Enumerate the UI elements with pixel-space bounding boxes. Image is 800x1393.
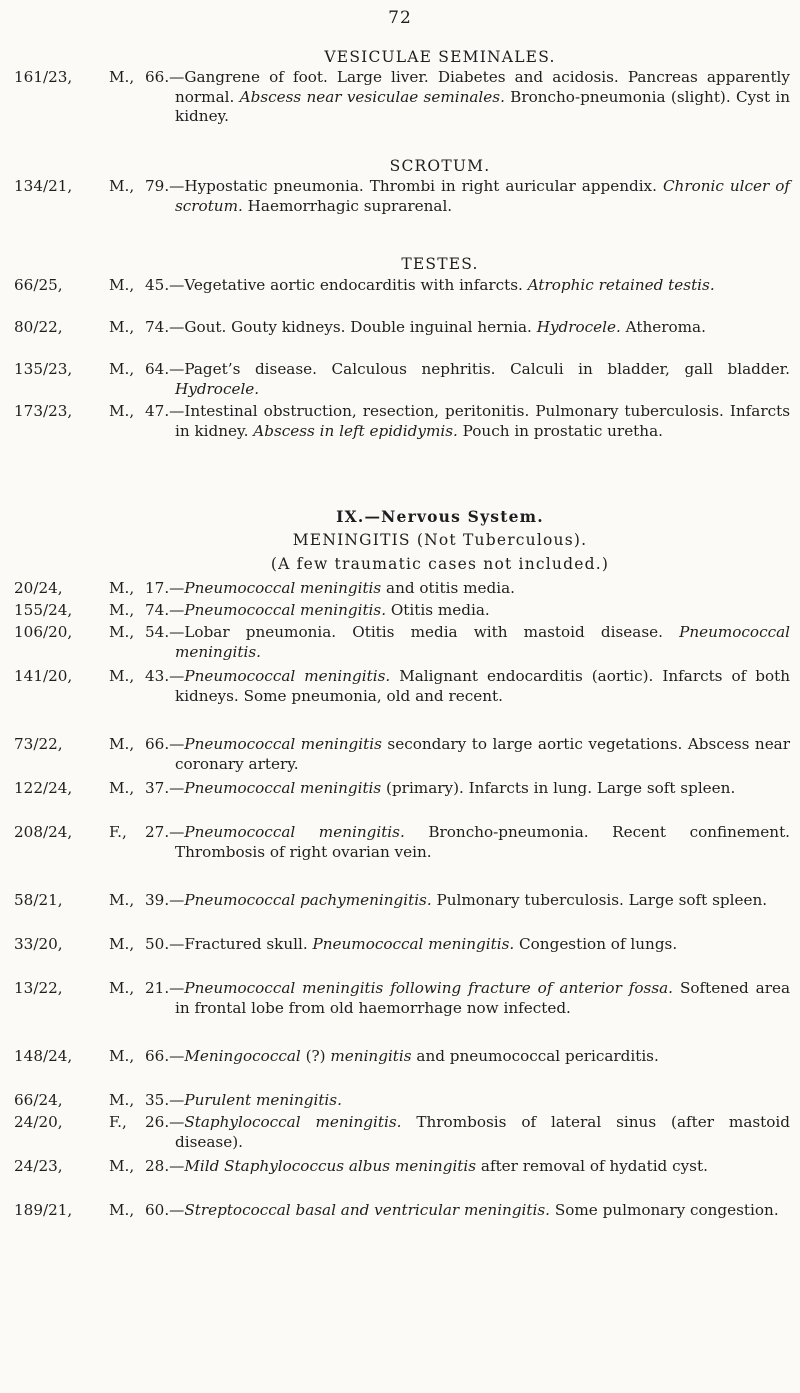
case-sex: M., — [109, 735, 135, 753]
case-reference: 173/23, — [14, 402, 73, 420]
finding-text: Atheroma. — [620, 318, 706, 336]
finding-text: Haemorrhagic suprarenal. — [242, 196, 453, 215]
finding-text: Pouch in prostatic uretha. — [457, 421, 663, 440]
case-description — [145, 177, 790, 216]
finding-text: 60.— — [145, 1201, 185, 1219]
case-reference: 58/21, — [14, 891, 63, 909]
case-entry — [14, 1113, 790, 1152]
case-sex: M., — [109, 891, 135, 909]
finding-text: 50.—Fractured skull. — [145, 935, 313, 953]
finding-text: Broncho-pneumonia. Recent confinement. Thrombosis of right ovarian vein. — [175, 823, 790, 861]
finding-text: 28.— — [145, 1157, 185, 1175]
finding-text: 66.— — [145, 1047, 185, 1065]
case-description — [145, 667, 790, 706]
case-entry — [14, 360, 790, 399]
case-entry — [14, 318, 790, 338]
finding-text: Congestion of lungs. — [514, 935, 678, 953]
finding-text: Broncho-pneumonia (slight). Cyst in kidney. — [175, 87, 790, 126]
case-description — [145, 360, 790, 399]
case-description — [145, 823, 790, 862]
case-sex: M., — [109, 779, 135, 797]
case-reference: 66/25, — [14, 276, 63, 294]
finding-text: (primary). Infarcts in lung. Large soft spleen. — [381, 779, 736, 797]
case-sex: M., — [109, 360, 135, 378]
italic-finding: Pneumococcal meningitis — [184, 735, 382, 753]
finding-text: 21.— — [145, 979, 185, 997]
italic-finding: meningitis — [330, 1047, 412, 1065]
case-description — [145, 1157, 790, 1177]
finding-text: Thrombosis of lateral sinus (after mastoid disease). — [175, 1113, 790, 1151]
case-description — [145, 1091, 790, 1111]
italic-finding: Pneumococcal meningitis — [184, 579, 382, 597]
finding-text: (?) — [300, 1047, 331, 1065]
finding-text: 74.—Gout. Gouty kidneys. Double inguinal hernia. — [145, 318, 537, 336]
case-description — [145, 735, 790, 774]
case-sex: M., — [109, 402, 135, 420]
case-sex: M., — [109, 177, 135, 195]
case-description — [145, 1113, 790, 1152]
case-entry — [14, 1091, 790, 1111]
finding-text: 17.— — [145, 579, 185, 597]
case-sex: F., — [109, 823, 127, 841]
finding-text: 43.— — [145, 667, 185, 685]
case-reference: 66/24, — [14, 1091, 63, 1109]
case-entry — [14, 935, 790, 955]
finding-text: Otitis media. — [386, 601, 490, 619]
italic-finding: Pneumococcal meningitis. — [184, 823, 405, 841]
italic-finding: Meningococcal — [184, 1047, 301, 1065]
case-reference: 24/20, — [14, 1113, 63, 1131]
case-sex: M., — [109, 623, 135, 641]
page-number: 72 — [388, 8, 412, 28]
case-sex: M., — [109, 1157, 135, 1175]
italic-finding: Pneumococcal meningitis. — [175, 623, 790, 661]
case-description — [145, 579, 790, 599]
case-entry — [14, 68, 790, 127]
italic-finding: Pneumococcal meningitis. — [184, 667, 391, 685]
italic-finding: Streptococcal basal and ventricular meningitis. — [184, 1201, 550, 1219]
finding-text: Pulmonary tuberculosis. Large soft spleen. — [431, 891, 768, 909]
finding-text: 39.— — [145, 891, 185, 909]
case-entry — [14, 891, 790, 911]
case-entry — [14, 601, 790, 621]
section-heading: IX.—Nervous System. — [336, 507, 544, 526]
italic-finding: Pneumococcal pachymeningitis. — [184, 891, 432, 909]
finding-text: 79.—Hypostatic pneumonia. Thrombi in right auricular appendix. — [145, 177, 663, 195]
italic-finding: Pneumococcal meningitis. — [312, 935, 515, 953]
case-sex: M., — [109, 68, 135, 86]
finding-text: Malignant endocarditis (aortic). Infarcts of both kidneys. Some pneumonia, old and recent. — [175, 667, 790, 705]
italic-finding: Abscess in left epididymis. — [253, 421, 458, 440]
italic-finding: Purulent meningitis. — [184, 1091, 342, 1109]
finding-text: 26.— — [145, 1113, 185, 1131]
finding-text: 35.— — [145, 1091, 185, 1109]
case-reference: 161/23, — [14, 68, 73, 86]
finding-text: 54.—Lobar pneumonia. Otitis media with mastoid disease. — [145, 623, 680, 641]
case-description — [145, 276, 790, 296]
finding-text: 66.— — [145, 735, 185, 753]
case-reference: 106/20, — [14, 623, 73, 641]
case-description — [145, 1201, 790, 1221]
case-sex: M., — [109, 1201, 135, 1219]
case-entry — [14, 402, 790, 441]
case-entry — [14, 623, 790, 662]
case-sex: M., — [109, 579, 135, 597]
case-description — [145, 68, 790, 127]
case-entry — [14, 579, 790, 599]
case-reference: 33/20, — [14, 935, 63, 953]
finding-text: Softened area in frontal lobe from old haemorrhage now infected. — [175, 979, 790, 1017]
case-description — [145, 979, 790, 1018]
case-sex: M., — [109, 935, 135, 953]
case-reference: 13/22, — [14, 979, 63, 997]
case-sex: M., — [109, 1091, 135, 1109]
case-reference: 155/24, — [14, 601, 73, 619]
italic-finding: Staphylococcal meningitis. — [184, 1113, 402, 1131]
case-description — [145, 318, 790, 338]
case-description — [145, 402, 790, 441]
finding-text: after removal of hydatid cyst. — [476, 1157, 708, 1175]
case-entry — [14, 1157, 790, 1177]
finding-text: 66.—Gangrene of foot. Large liver. Diabetes and acidosis. Pancreas apparently normal. — [145, 68, 790, 106]
section-heading: (A few traumatic cases not included.) — [270, 555, 610, 573]
italic-finding: Hydrocele. — [175, 379, 260, 398]
section-heading: VESICULAE SEMINALES. — [324, 48, 556, 66]
section-heading: MENINGITIS (Not Tuberculous). — [292, 531, 588, 549]
case-reference: 135/23, — [14, 360, 73, 378]
case-reference: 80/22, — [14, 318, 63, 336]
italic-finding: Pneumococcal meningitis. — [184, 601, 387, 619]
finding-text: 47.—Intestinal obstruction, resection, peritonitis. Pulmonary tuberculosis. Infarcts in kidney. — [145, 402, 790, 440]
case-description — [145, 779, 790, 799]
italic-finding: Atrophic retained testis. — [527, 276, 715, 294]
case-entry — [14, 1201, 790, 1221]
case-description — [145, 623, 790, 662]
case-entry — [14, 177, 790, 216]
italic-finding: Pneumococcal meningitis following fracture of anterior fossa. — [184, 979, 674, 997]
case-entry — [14, 735, 790, 774]
case-sex: M., — [109, 601, 135, 619]
case-reference: 148/24, — [14, 1047, 73, 1065]
case-sex: M., — [109, 667, 135, 685]
finding-text: 74.— — [145, 601, 185, 619]
finding-text: Some pulmonary congestion. — [550, 1201, 779, 1219]
finding-text: secondary to large aortic vegetations. Abscess near coronary artery. — [175, 735, 791, 773]
case-reference: 20/24, — [14, 579, 63, 597]
italic-finding: Hydrocele. — [536, 318, 621, 336]
case-reference: 134/21, — [14, 177, 73, 195]
case-description — [145, 891, 790, 911]
case-reference: 24/23, — [14, 1157, 63, 1175]
case-sex: F., — [109, 1113, 127, 1131]
case-reference: 122/24, — [14, 779, 73, 797]
case-sex: M., — [109, 318, 135, 336]
case-entry — [14, 667, 790, 706]
case-entry — [14, 823, 790, 862]
finding-text: 45.—Vegetative aortic endocarditis with infarcts. — [145, 276, 528, 294]
case-reference: 208/24, — [14, 823, 73, 841]
finding-text: 27.— — [145, 823, 185, 841]
italic-finding: Chronic ulcer of scrotum. — [175, 177, 790, 215]
case-entry — [14, 1047, 790, 1067]
case-sex: M., — [109, 979, 135, 997]
italic-finding: Mild Staphylococcus albus meningitis — [184, 1157, 477, 1175]
italic-finding: Abscess near vesiculae seminales. — [239, 87, 505, 106]
finding-text: 64.—Paget’s disease. Calculous nephritis. Calculi in bladder, gall bladder. — [145, 360, 790, 378]
case-entry — [14, 979, 790, 1018]
finding-text: and otitis media. — [381, 579, 515, 597]
case-entry — [14, 276, 790, 296]
section-heading: TESTES. — [401, 255, 479, 273]
case-reference: 73/22, — [14, 735, 63, 753]
case-reference: 189/21, — [14, 1201, 73, 1219]
case-sex: M., — [109, 276, 135, 294]
case-description — [145, 935, 790, 955]
case-description — [145, 1047, 790, 1067]
case-entry — [14, 779, 790, 799]
case-sex: M., — [109, 1047, 135, 1065]
section-heading: SCROTUM. — [389, 157, 491, 175]
case-reference: 141/20, — [14, 667, 73, 685]
finding-text: and pneumococcal pericarditis. — [411, 1047, 659, 1065]
finding-text: 37.— — [145, 779, 185, 797]
case-description — [145, 601, 790, 621]
italic-finding: Pneumococcal meningitis — [184, 779, 382, 797]
